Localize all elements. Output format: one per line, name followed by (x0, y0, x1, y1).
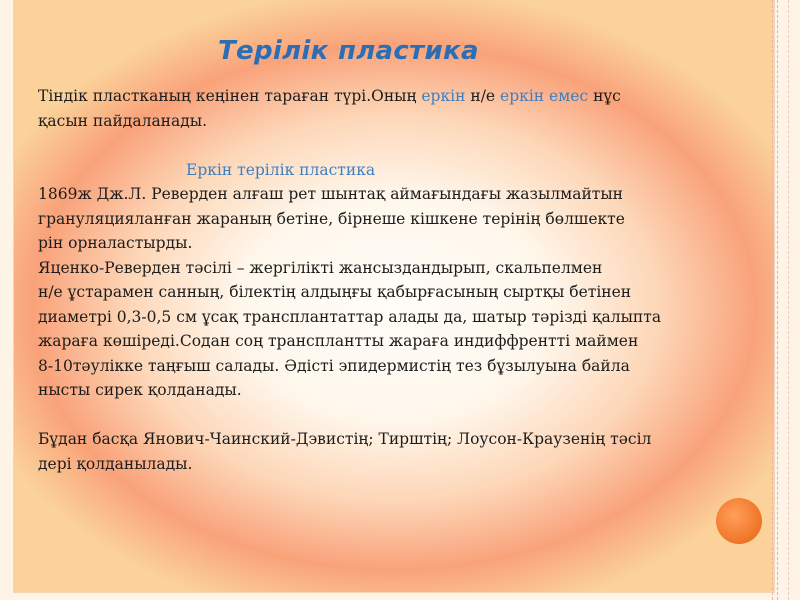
closing-line: дері қолданылады. (38, 454, 193, 473)
paragraph-line: рін орналастырды. (38, 234, 193, 252)
paragraph-line: 8-10тәулікке таңғыш салады. Әдісті эпидермистің тез бұзылуына байла (38, 356, 630, 375)
spacer (38, 133, 718, 158)
closing-line: Бұдан басқа Янович-Чаинский-Дэвистің; Тирштің; Лоусон-Краузенің тәсіл (38, 430, 652, 448)
paragraph-line: н/е ұстарамен санның, білектің алдыңғы қабырғасының сыртқы бетінен (38, 283, 632, 301)
paragraph-line: диаметрі 0,3-0,5 см ұсақ трансплантаттар алады да, шатыр тәрізді қалыпта (38, 307, 662, 326)
paragraph-line: нысты сирек қолданады. (38, 381, 242, 399)
paragraph-line: жараға көшіреді.Содан соң трансплантты жараға индиффрентті маймен (38, 332, 639, 350)
intro-tail: нұс (588, 87, 621, 105)
decorative-border (772, 0, 778, 600)
decorative-border-outer (788, 0, 790, 600)
paragraph-line: грануляцияланған жараның бетіне, бірнеше кішкене терінің бөлшекте (38, 209, 625, 228)
section-subheading: Еркін терілік пластика (186, 160, 376, 179)
paragraph-line: Яценко-Реверден тәсілі – жергілікті жансыздандырып, скальпелмен (38, 258, 603, 277)
intro-line-2: қасын пайдаланады. (38, 111, 208, 130)
slide-title: Терілік пластика (218, 36, 479, 66)
highlight-free: еркін (421, 87, 466, 105)
intro-conjunction: н/е (465, 87, 501, 105)
intro-text: Тіндік пластканың кеңінен тараған түрі.Оның (38, 87, 422, 105)
spacer (38, 403, 718, 428)
slide-body (38, 84, 718, 476)
decorative-circle (716, 498, 762, 544)
intro-line-1 (38, 84, 718, 109)
paragraph-line: 1869ж Дж.Л. Реверден алғаш рет шынтақ аймағындағы жазылмайтын (38, 185, 624, 203)
highlight-not-free: еркін емес (500, 87, 589, 105)
